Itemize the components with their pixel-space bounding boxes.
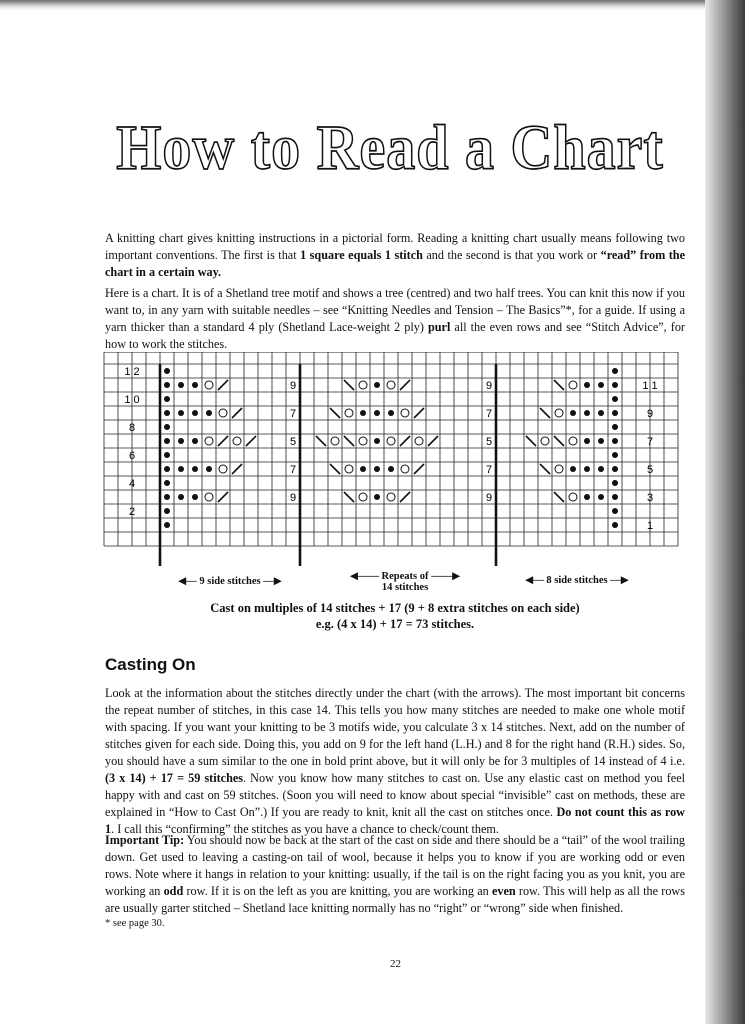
knit-dot-symbol <box>178 494 184 500</box>
right-side-stitches-text: 8 side stitches <box>546 575 608 586</box>
knit-dot-symbol <box>192 382 198 388</box>
k2tog-symbol <box>218 492 228 502</box>
k2tog-symbol <box>246 436 256 446</box>
ssk-symbol <box>554 436 564 446</box>
ssk-symbol <box>554 492 564 502</box>
bold-odd: odd <box>163 884 184 898</box>
k2tog-symbol <box>414 408 424 418</box>
tip-text: row. This will help as all the rows are usually garter stitched – Shetland lace knitting normally has no “right” or “wrong” side when finished. <box>105 884 685 915</box>
bold-sum: (3 x 14) + 17 = 59 stitches <box>105 771 244 785</box>
right-row-number: 9 <box>646 408 654 420</box>
yarn-over-symbol <box>387 493 395 501</box>
knit-dot-symbol <box>164 438 170 444</box>
right-row-number: 7 <box>646 436 654 448</box>
intro-text: Here is a chart. It is of a Shetland tree motif and shows a tree (centred) and two half trees. You can knit this now if you want to, in any yarn with suitable needles – see “Knitting Needles and Tension – The Basics”*, for a guide. If using a yarn thicker than a standard 4 ply (Shetland Lace-weight 2 ply) <box>105 286 685 334</box>
yarn-over-symbol <box>219 409 227 417</box>
chart-svg <box>102 352 684 567</box>
ssk-symbol <box>554 380 564 390</box>
knit-dot-symbol <box>192 438 198 444</box>
ssk-symbol <box>540 464 550 474</box>
knit-dot-symbol <box>598 466 604 472</box>
repeats-count-text: 14 stitches <box>381 582 429 593</box>
page-number: 22 <box>390 958 401 970</box>
knit-dot-symbol <box>570 410 576 416</box>
k2tog-symbol <box>218 436 228 446</box>
knit-dot-symbol <box>612 382 618 388</box>
k2tog-symbol <box>232 408 242 418</box>
page-top-edge <box>0 0 745 10</box>
knit-dot-symbol <box>360 410 366 416</box>
bold-even: even <box>491 884 516 898</box>
knit-dot-symbol <box>584 410 590 416</box>
knit-dot-symbol <box>612 368 618 374</box>
k2tog-symbol <box>400 436 410 446</box>
yarn-over-symbol <box>359 437 367 445</box>
casting-on-paragraph <box>105 685 685 838</box>
yarn-over-symbol <box>569 493 577 501</box>
knit-dot-symbol <box>178 410 184 416</box>
knit-dot-symbol <box>374 494 380 500</box>
repeats-text: Repeats of <box>381 571 429 582</box>
inner-row-number: 9 <box>485 380 493 392</box>
bold-rule-2: “read” from the chart in a certain way. <box>105 248 685 279</box>
knit-dot-symbol <box>584 466 590 472</box>
knit-dot-symbol <box>164 424 170 430</box>
knit-dot-symbol <box>164 382 170 388</box>
footnote: * see page 30. <box>105 918 165 929</box>
knit-dot-symbol <box>598 410 604 416</box>
intro-paragraph-2 <box>105 285 685 353</box>
inner-row-number: 5 <box>289 436 297 448</box>
knit-dot-symbol <box>584 494 590 500</box>
yarn-over-symbol <box>359 493 367 501</box>
knit-dot-symbol <box>164 494 170 500</box>
k2tog-symbol <box>414 464 424 474</box>
right-row-number: 5 <box>646 464 654 476</box>
knit-dot-symbol <box>178 438 184 444</box>
knit-dot-symbol <box>360 466 366 472</box>
yarn-over-symbol <box>415 437 423 445</box>
knit-dot-symbol <box>612 466 618 472</box>
middle-arrow-right-icon: ——▶ <box>431 571 461 582</box>
yarn-over-symbol <box>205 381 213 389</box>
yarn-over-symbol <box>345 465 353 473</box>
left-side-stitches-text: 9 side stitches <box>199 576 261 587</box>
right-arrow-head-icon: —▶ <box>610 575 629 586</box>
knit-dot-symbol <box>164 410 170 416</box>
knit-dot-symbol <box>388 410 394 416</box>
yarn-over-symbol <box>387 381 395 389</box>
inner-row-number: 7 <box>485 408 493 420</box>
book-page <box>0 10 712 1024</box>
knit-dot-symbol <box>598 438 604 444</box>
yarn-over-symbol <box>387 437 395 445</box>
knit-dot-symbol <box>192 466 198 472</box>
knit-dot-symbol <box>584 438 590 444</box>
k2tog-symbol <box>400 380 410 390</box>
knit-dot-symbol <box>584 382 590 388</box>
knit-dot-symbol <box>178 466 184 472</box>
tip-text: row. If it is on the left as you are knitting, you are working an <box>183 884 492 898</box>
body-text: . Now you know how many stitches to cast on. Use any elastic cast on method you feel happy with and cast on 59 stitches. (Soon you will need to know about special “invisible” cast on methods, these are explained in “How to Cast On”.) If you are ready to knit, knit all the cast on stitches once. <box>105 771 685 819</box>
inner-row-number: 7 <box>289 408 297 420</box>
knit-dot-symbol <box>374 438 380 444</box>
knit-dot-symbol <box>612 438 618 444</box>
right-row-number: 3 <box>646 492 654 504</box>
yarn-over-symbol <box>555 465 563 473</box>
knit-dot-symbol <box>598 494 604 500</box>
tip-text: You should now be back at the start of the cast on side and there should be a “tail” of the wool trailing down. Get used to leaving a casting-on tail of wool, because it helps you to know if you are working odd or even rows. Note where it hangs in relation to your knitting: usually, if the tail is on the right facing you as you knit, you are working an <box>105 833 686 898</box>
intro-text: all the even rows and see “Stitch Advice”, for how to work the stitches. <box>105 320 685 351</box>
left-row-number: 1 2 <box>124 366 140 378</box>
knit-dot-symbol <box>612 424 618 430</box>
ssk-symbol <box>344 492 354 502</box>
knit-dot-symbol <box>206 466 212 472</box>
tip-label: Important Tip: <box>105 833 185 847</box>
left-row-number: 6 <box>128 450 136 462</box>
inner-row-number: 9 <box>289 492 297 504</box>
bold-rule-1: 1 square equals 1 stitch <box>300 248 423 262</box>
yarn-over-symbol <box>331 437 339 445</box>
knit-dot-symbol <box>388 466 394 472</box>
knit-dot-symbol <box>612 396 618 402</box>
ssk-symbol <box>330 464 340 474</box>
intro-text: and the second is that you work or <box>422 248 601 262</box>
inner-row-number: 9 <box>485 492 493 504</box>
knit-dot-symbol <box>164 522 170 528</box>
knit-dot-symbol <box>178 382 184 388</box>
ssk-symbol <box>344 436 354 446</box>
left-row-number: 4 <box>128 478 136 490</box>
body-text: . I call this “confirming” the stitches as you have a chance to check/count them. <box>111 822 499 836</box>
knit-dot-symbol <box>374 410 380 416</box>
ssk-symbol <box>330 408 340 418</box>
bold-warning: Do not count this as row 1 <box>105 805 685 836</box>
yarn-over-symbol <box>359 381 367 389</box>
left-row-number: 8 <box>128 422 136 434</box>
inner-row-number: 7 <box>289 464 297 476</box>
middle-arrow-label <box>305 570 505 593</box>
bold-purl: purl <box>427 320 451 334</box>
knit-dot-symbol <box>374 382 380 388</box>
cast-on-line-1: Cast on multiples of 14 stitches + 17 (9 + 8 extra stitches on each side) <box>210 601 580 615</box>
yarn-over-symbol <box>401 409 409 417</box>
knit-dot-symbol <box>164 480 170 486</box>
body-text: Look at the information about the stitches directly under the chart (with the arrows). The most important bit concerns the repeat number of stitches, in this case 14. This tells you how many stitches are needed to make one whole motif with spacing. If you want your knitting to be 3 motifs wide, you calculate 3 x 14 stitches. Next, add on the number of stitches given for each side. Doing this, you add on 9 for the left hand (L.H.) and 8 for the right hand (R.H.) sides. So, you should have a sum similar to the one in bold print above, but it will only be for 3 multiples of 14 instead of 4 i.e. <box>105 686 685 768</box>
yarn-over-symbol <box>569 381 577 389</box>
knit-dot-symbol <box>164 396 170 402</box>
intro-paragraph-1 <box>105 230 685 281</box>
k2tog-symbol <box>218 380 228 390</box>
knit-dot-symbol <box>192 410 198 416</box>
right-arrow-icon: ◀— <box>525 575 544 586</box>
knit-dot-symbol <box>612 410 618 416</box>
knit-dot-symbol <box>612 508 618 514</box>
knit-dot-symbol <box>192 494 198 500</box>
yarn-over-symbol <box>401 465 409 473</box>
knit-dot-symbol <box>374 466 380 472</box>
k2tog-symbol <box>232 464 242 474</box>
left-arrow-label <box>165 575 295 587</box>
inner-row-number: 5 <box>485 436 493 448</box>
ssk-symbol <box>316 436 326 446</box>
right-row-number: 1 <box>646 520 654 532</box>
knit-dot-symbol <box>612 452 618 458</box>
page-title: How to Read a Chart <box>116 111 664 183</box>
casting-on-heading: Casting On <box>105 655 196 674</box>
yarn-over-symbol <box>541 437 549 445</box>
middle-arrow-left-icon: ◀—— <box>349 571 379 582</box>
left-arrow-head-icon: —▶ <box>263 576 282 587</box>
inner-row-number: 9 <box>289 380 297 392</box>
knit-dot-symbol <box>612 494 618 500</box>
knit-dot-symbol <box>598 382 604 388</box>
knit-dot-symbol <box>164 368 170 374</box>
knit-dot-symbol <box>570 466 576 472</box>
yarn-over-symbol <box>205 437 213 445</box>
knit-dot-symbol <box>164 452 170 458</box>
yarn-over-symbol <box>219 465 227 473</box>
knit-dot-symbol <box>206 410 212 416</box>
k2tog-symbol <box>428 436 438 446</box>
knit-dot-symbol <box>164 466 170 472</box>
cast-on-rule <box>105 600 685 632</box>
yarn-over-symbol <box>205 493 213 501</box>
left-row-number: 1 0 <box>124 394 140 406</box>
intro-text: A knitting chart gives knitting instructions in a pictorial form. Reading a knitting chart usually means following two important conventions. The first is that <box>105 231 685 262</box>
right-arrow-label <box>512 574 642 586</box>
yarn-over-symbol <box>555 409 563 417</box>
knit-dot-symbol <box>164 508 170 514</box>
knit-dot-symbol <box>612 522 618 528</box>
left-arrow-icon: ◀— <box>178 576 197 587</box>
yarn-over-symbol <box>345 409 353 417</box>
important-tip-paragraph <box>105 832 685 917</box>
ssk-symbol <box>540 408 550 418</box>
right-row-number: 1 1 <box>642 380 658 392</box>
knitting-chart <box>102 352 684 572</box>
yarn-over-symbol <box>569 437 577 445</box>
yarn-over-symbol <box>233 437 241 445</box>
inner-row-number: 7 <box>485 464 493 476</box>
ssk-symbol <box>526 436 536 446</box>
left-row-number: 2 <box>128 506 136 518</box>
ssk-symbol <box>344 380 354 390</box>
knit-dot-symbol <box>612 480 618 486</box>
k2tog-symbol <box>400 492 410 502</box>
cast-on-line-2: e.g. (4 x 14) + 17 = 73 stitches. <box>315 617 475 631</box>
